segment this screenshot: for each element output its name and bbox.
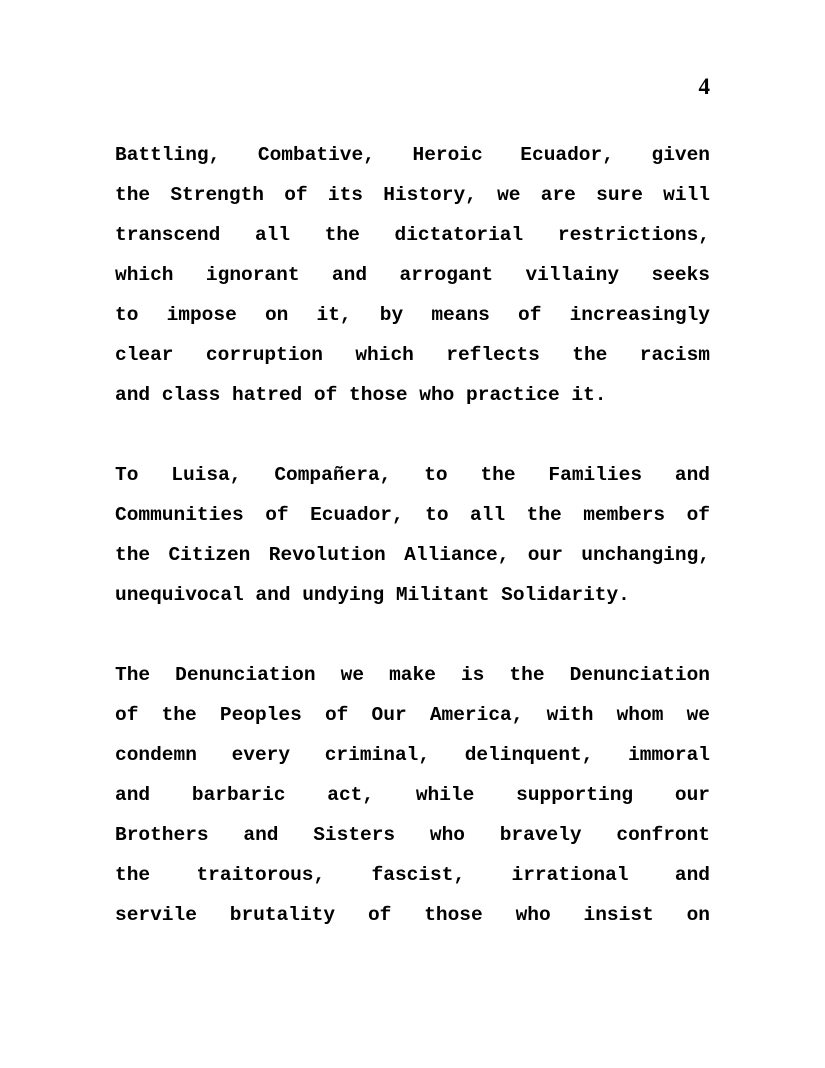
text-line: the Citizen Revolution Alliance, our unchanging,: [115, 544, 710, 566]
text-line: clear corruption which reflects the racism: [115, 344, 710, 366]
text-line: unequivocal and undying Militant Solidarity.: [115, 584, 630, 606]
text-line: Battling, Combative, Heroic Ecuador, given: [115, 144, 710, 166]
text-line: servile brutality of those who insist on: [115, 904, 710, 926]
text-line: of the Peoples of Our America, with whom we: [115, 704, 710, 726]
text-line: condemn every criminal, delinquent, immoral: [115, 744, 710, 766]
paragraph: [115, 455, 710, 615]
text-line: to impose on it, by means of increasingly: [115, 304, 710, 326]
paragraph: [115, 655, 710, 935]
document-body: [115, 135, 710, 935]
text-line: Communities of Ecuador, to all the members of: [115, 504, 710, 526]
paragraph: [115, 135, 710, 415]
text-line: The Denunciation we make is the Denunciation: [115, 664, 710, 686]
text-line: and class hatred of those who practice it.: [115, 384, 607, 406]
text-line: the traitorous, fascist, irrational and: [115, 864, 710, 886]
text-line: and barbaric act, while supporting our: [115, 784, 710, 806]
text-line: transcend all the dictatorial restrictions,: [115, 224, 710, 246]
text-line: the Strength of its History, we are sure will: [115, 184, 710, 206]
text-line: To Luisa, Compañera, to the Families and: [115, 464, 710, 486]
text-line: Brothers and Sisters who bravely confront: [115, 824, 710, 846]
page-number: 4: [698, 74, 710, 99]
text-line: which ignorant and arrogant villainy seeks: [115, 264, 710, 286]
